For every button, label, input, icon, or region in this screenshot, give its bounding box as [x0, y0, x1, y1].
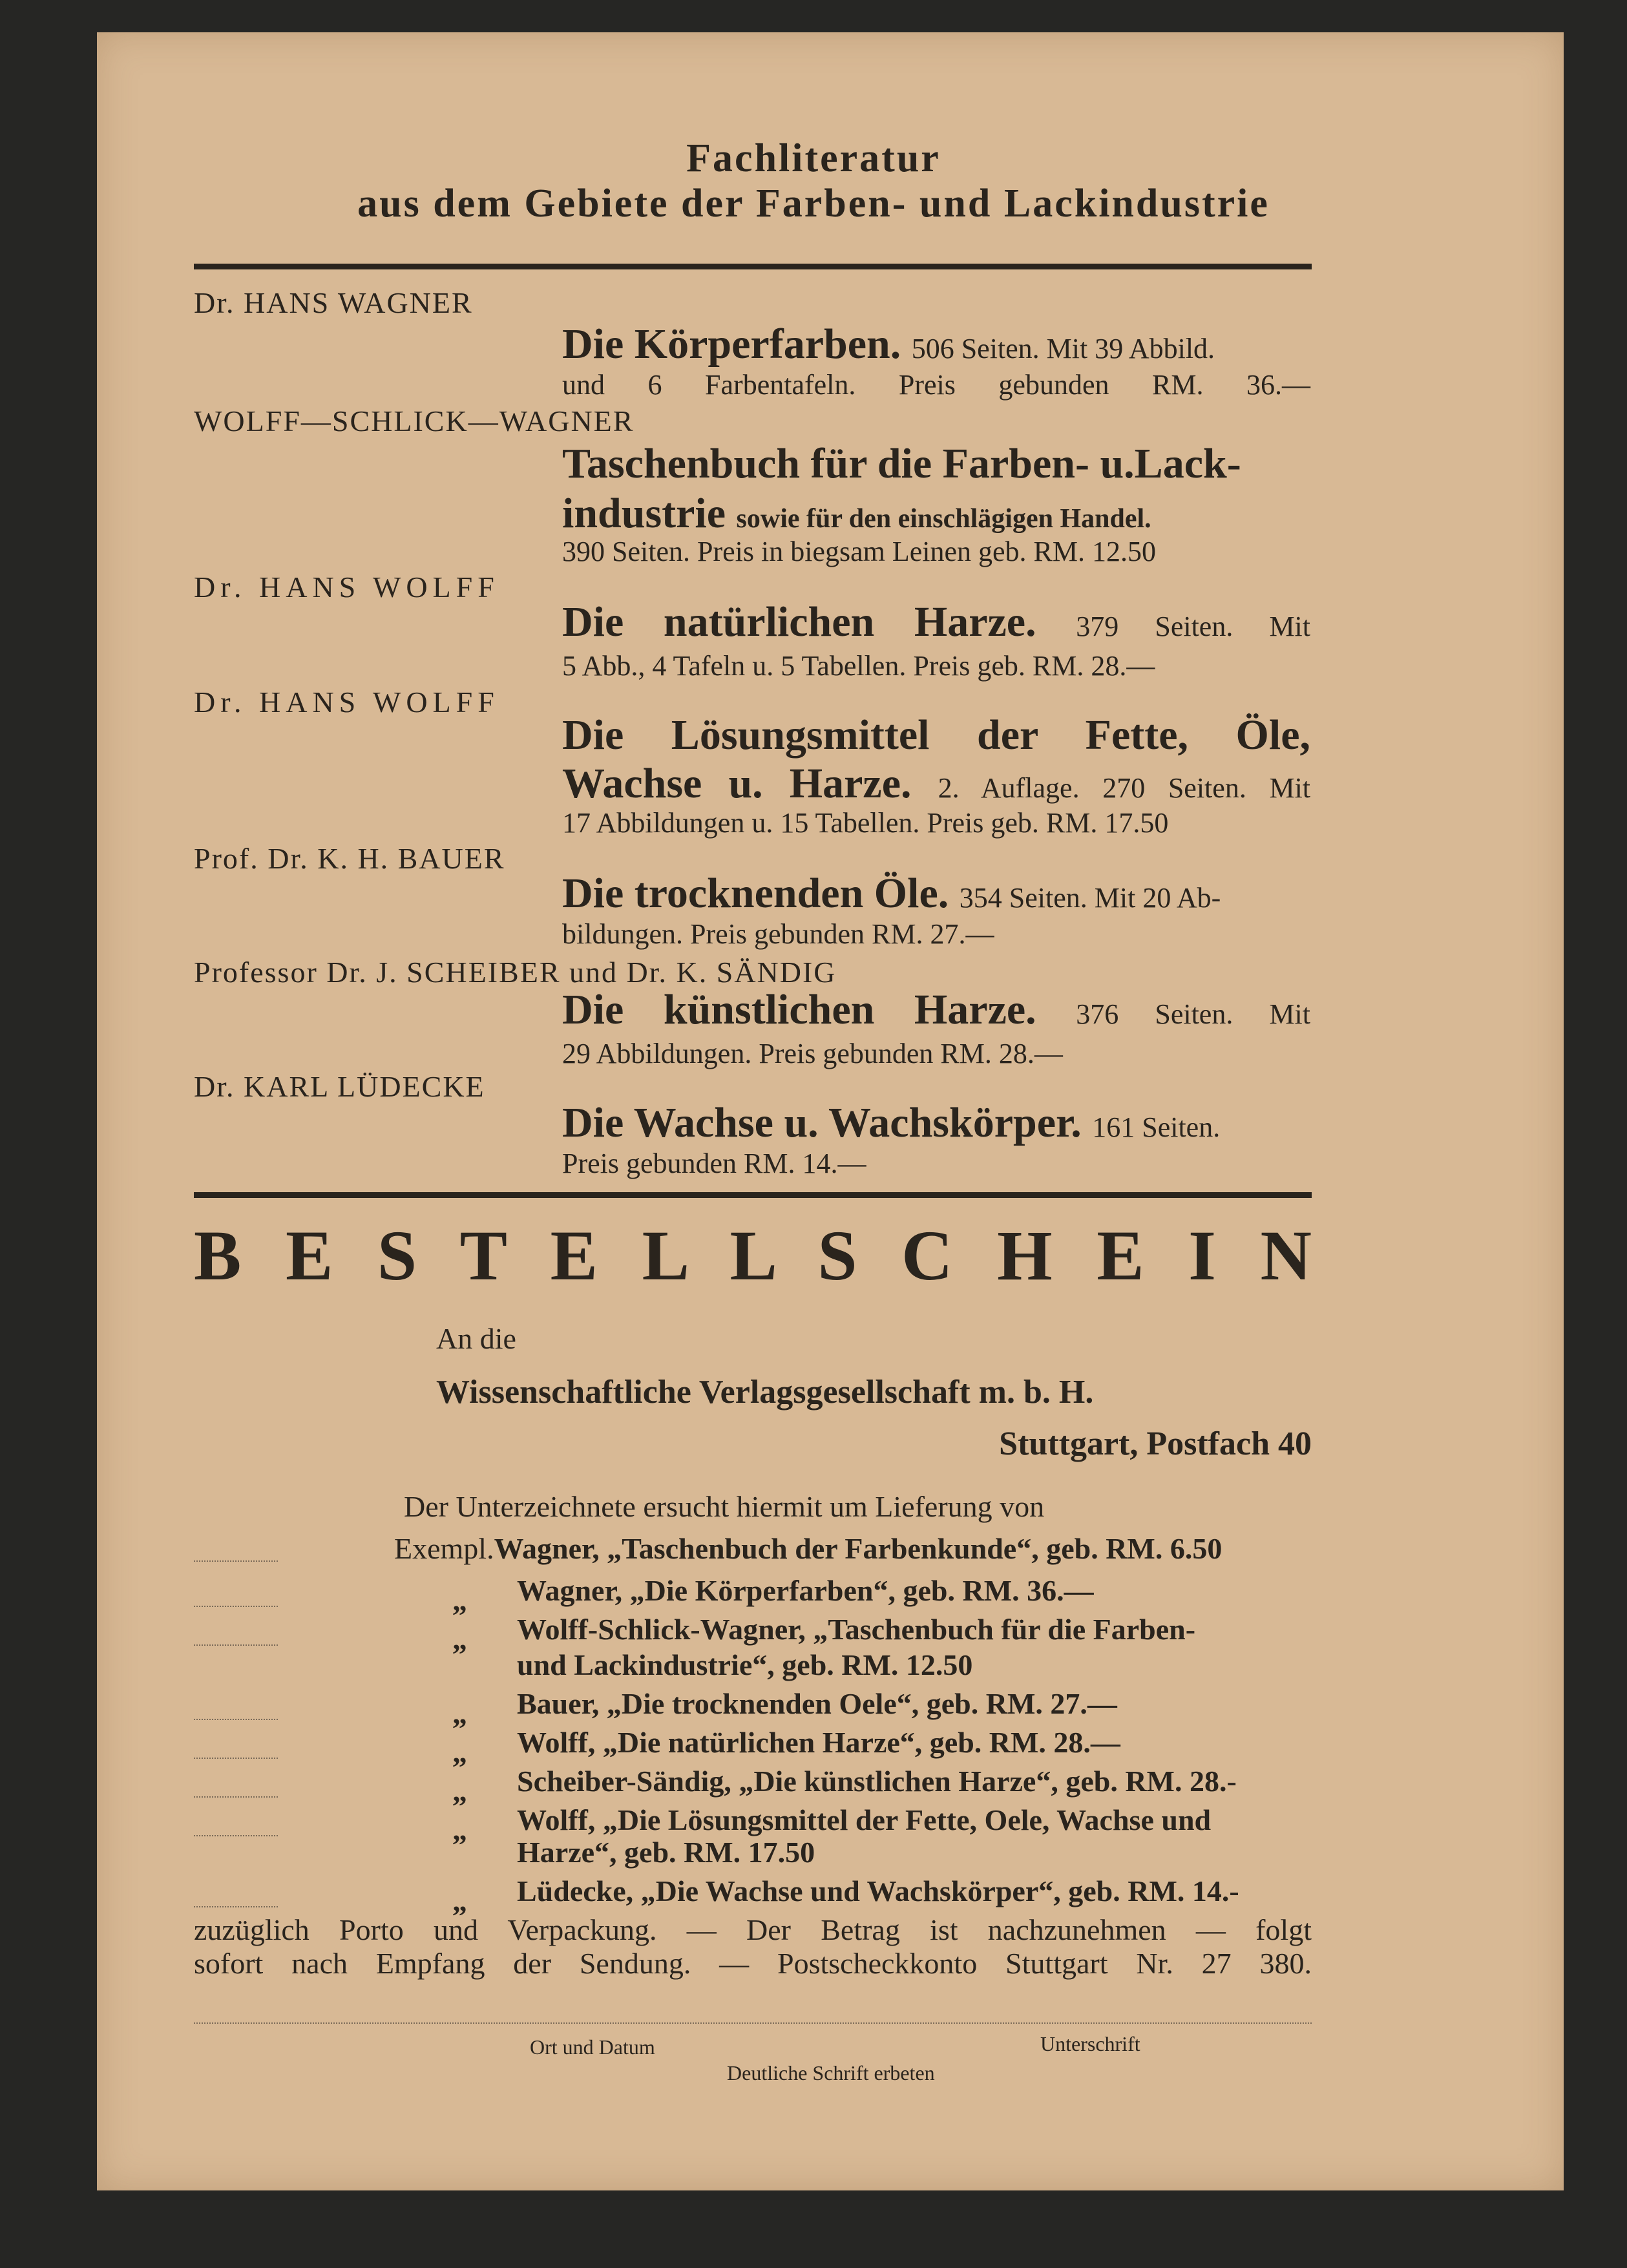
- book-title-text: Die natürlichen Harze.: [562, 598, 1036, 646]
- order-footer: sofort nach Empfang der Sendung. — Postscheckkonto Stuttgart Nr. 27 380.: [194, 1947, 1312, 1980]
- qty-line[interactable]: [194, 1644, 278, 1646]
- book-desc: 2. Auflage. 270 Seiten. Mit: [938, 772, 1311, 804]
- book-author: WOLFF—SCHLICK—WAGNER: [194, 404, 635, 437]
- order-item-text: Wagner, „Taschenbuch der Farbenkunde“, geb. RM. 6.50: [494, 1532, 1223, 1565]
- section-rule: [194, 1192, 1312, 1198]
- book-title: [562, 1098, 1220, 1148]
- order-to: An die: [436, 1322, 516, 1355]
- book-desc: 376 Seiten. Mit: [1076, 998, 1310, 1030]
- ditto-mark: „: [452, 1736, 467, 1769]
- order-item: Wolff, „Die natürlichen Harze“, geb. RM. 28.—: [517, 1726, 1120, 1759]
- ditto-mark: „: [452, 1622, 467, 1655]
- book-title: Taschenbuch für die Farben- u.Lack-: [562, 440, 1241, 487]
- book-title-text: Die künstlichen Harze.: [562, 986, 1036, 1033]
- book-title: [562, 985, 1310, 1034]
- ditto-mark: „: [452, 1813, 467, 1846]
- book-desc-line: Preis gebunden RM. 14.—: [562, 1148, 866, 1179]
- order-intro: Der Unterzeichnete ersucht hiermit um Lieferung von: [404, 1490, 1045, 1523]
- book-title: [562, 598, 1310, 647]
- book-title-text: Die Wachse u. Wachskörper.: [562, 1099, 1082, 1146]
- book-desc: 379 Seiten. Mit: [1076, 611, 1311, 642]
- exempl-label: Exempl.: [394, 1532, 494, 1565]
- book-desc-line: und 6 Farbentafeln. Preis gebunden RM. 36.—: [562, 369, 1310, 401]
- book-desc: 161 Seiten.: [1092, 1111, 1221, 1143]
- header-rule: [194, 264, 1312, 269]
- order-item: Bauer, „Die trocknenden Oele“, geb. RM. 27.—: [517, 1687, 1117, 1720]
- signature-label: Unterschrift: [1040, 2032, 1140, 2055]
- qty-line[interactable]: [194, 1606, 278, 1607]
- book-title: [562, 489, 1151, 538]
- book-author: Dr. KARL LÜDECKE: [194, 1070, 485, 1103]
- ditto-mark: „: [452, 1584, 467, 1617]
- order-item: Harze“, geb. RM. 17.50: [517, 1836, 815, 1869]
- place-date-label: Ort und Datum: [530, 2035, 655, 2059]
- book-desc-line: 29 Abbildungen. Preis gebunden RM. 28.—: [562, 1038, 1063, 1069]
- book-desc: sowie für den einschlägigen Handel.: [736, 504, 1151, 534]
- book-author: Prof. Dr. K. H. BAUER: [194, 842, 505, 875]
- book-desc: 506 Seiten. Mit 39 Abbild.: [911, 333, 1215, 364]
- qty-line[interactable]: [194, 1796, 278, 1798]
- book-title-text: Die trocknenden Öle.: [562, 870, 949, 917]
- order-item: Wolff-Schlick-Wagner, „Taschenbuch für die Farben-: [517, 1613, 1196, 1646]
- order-item: Wolff, „Die Lösungsmittel der Fette, Oele, Wachse und: [517, 1803, 1212, 1836]
- publisher-city: Stuttgart, Postfach 40: [999, 1425, 1312, 1462]
- order-item: und Lackindustrie“, geb. RM. 12.50: [517, 1648, 973, 1681]
- book-title: [562, 320, 1215, 369]
- legible-note: Deutliche Schrift erbeten: [727, 2061, 935, 2084]
- order-item: Scheiber-Sändig, „Die künstlichen Harze“, geb. RM. 28.-: [517, 1765, 1237, 1798]
- order-heading: B E S T E L L S C H E I N: [194, 1216, 1312, 1295]
- book-author: Dr. HANS WOLFF: [194, 686, 499, 719]
- book-title: Die Lösungsmittel der Fette, Öle,: [562, 711, 1310, 759]
- signature-line[interactable]: [194, 2022, 1312, 2024]
- ditto-mark: „: [452, 1884, 467, 1917]
- book-desc-line: 390 Seiten. Preis in biegsam Leinen geb. RM. 12.50: [562, 536, 1156, 567]
- book-title: [562, 869, 1221, 918]
- order-footer: zuzüglich Porto und Verpackung. — Der Betrag ist nachzunehmen — folgt: [194, 1913, 1312, 1946]
- publisher-name: Wissenschaftliche Verlagsgesellschaft m. b. H.: [436, 1374, 1094, 1411]
- order-item: Wagner, „Die Körperfarben“, geb. RM. 36.—: [517, 1574, 1094, 1607]
- book-author: Professor Dr. J. SCHEIBER und Dr. K. SÄNDIG: [194, 956, 837, 989]
- book-desc: 354 Seiten. Mit 20 Ab-: [959, 882, 1221, 914]
- book-desc-line: 17 Abbildungen u. 15 Tabellen. Preis geb. RM. 17.50: [562, 807, 1169, 839]
- book-title-text: Wachse u. Harze.: [562, 760, 912, 807]
- book-author: Dr. HANS WOLFF: [194, 571, 499, 604]
- qty-line[interactable]: [194, 1560, 278, 1562]
- qty-line[interactable]: [194, 1906, 278, 1907]
- ditto-mark: „: [452, 1697, 467, 1730]
- book-desc-line: 5 Abb., 4 Tafeln u. 5 Tabellen. Preis geb. RM. 28.—: [562, 650, 1155, 682]
- book-title: [562, 759, 1310, 808]
- qty-line[interactable]: [194, 1719, 278, 1720]
- qty-line[interactable]: [194, 1758, 278, 1759]
- ditto-mark: „: [452, 1774, 467, 1807]
- order-item: Lüdecke, „Die Wachse und Wachskörper“, geb. RM. 14.-: [517, 1874, 1239, 1907]
- book-author: Dr. HANS WAGNER: [194, 286, 473, 319]
- qty-line[interactable]: [194, 1835, 278, 1836]
- book-title-text: Die Körperfarben.: [562, 320, 901, 368]
- book-desc-line: bildungen. Preis gebunden RM. 27.—: [562, 918, 994, 950]
- book-title-text: industrie: [562, 490, 726, 537]
- page-subtitle: aus dem Gebiete der Farben- und Lackindustrie: [357, 182, 1270, 226]
- order-item: [394, 1531, 1222, 1566]
- page-title: Fachliteratur: [686, 136, 941, 180]
